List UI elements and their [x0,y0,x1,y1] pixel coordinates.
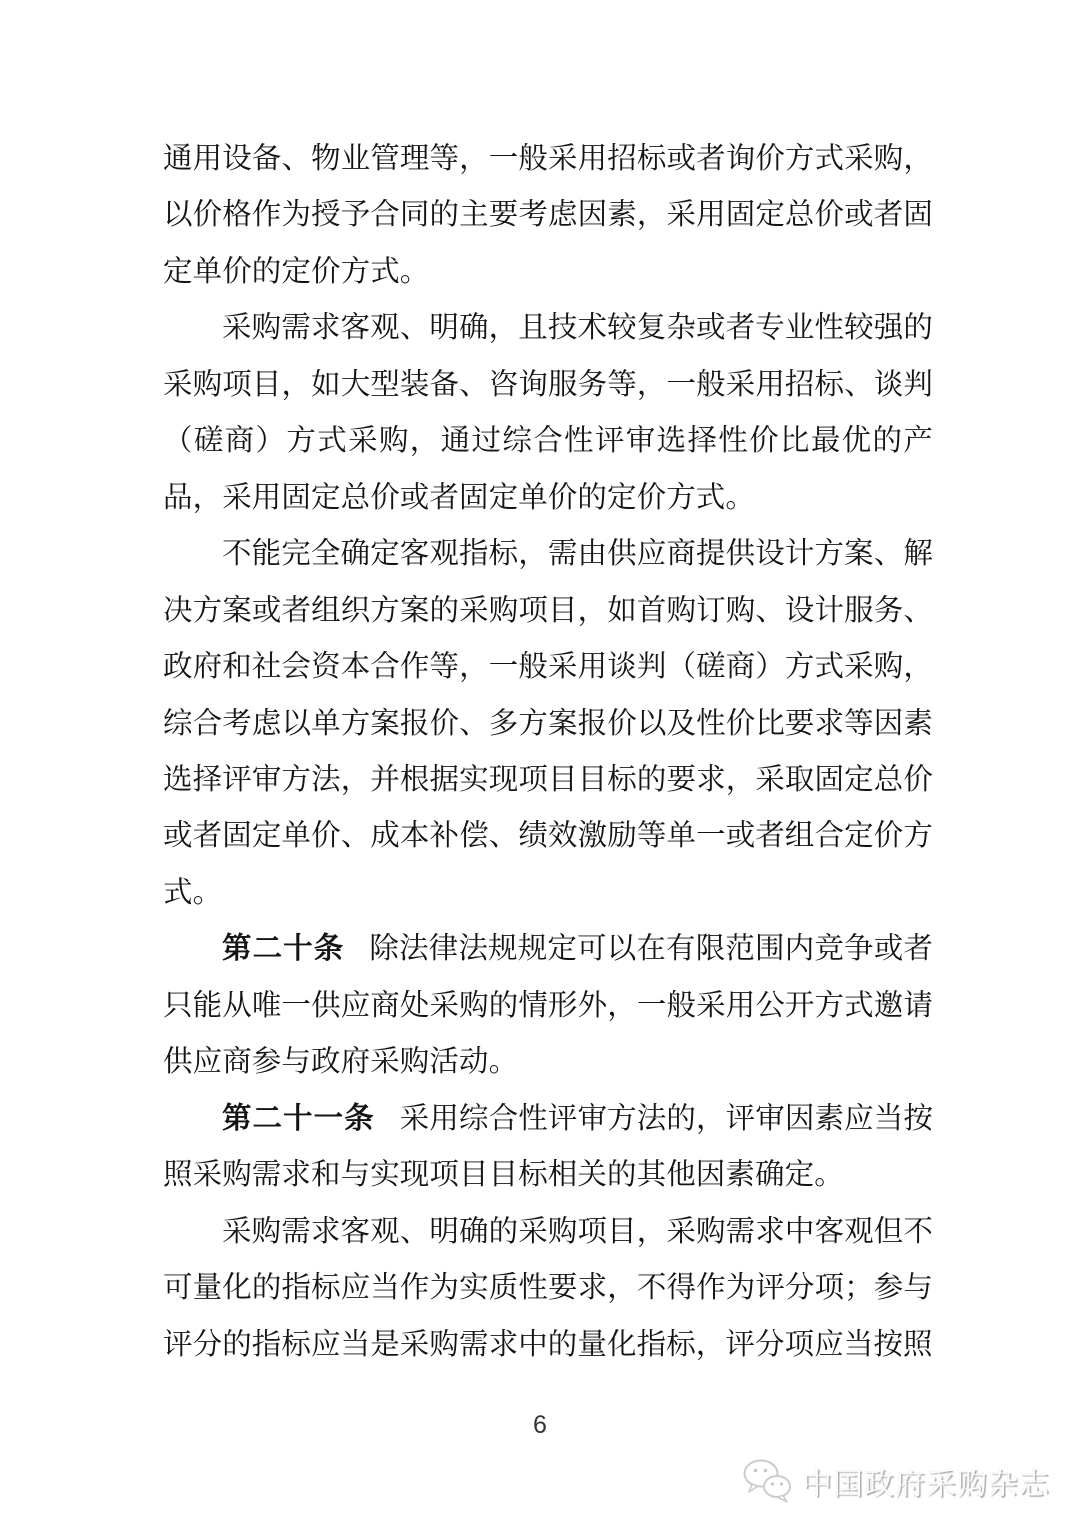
brand-watermark [742,1458,1050,1504]
page-number: 6 [533,1411,547,1439]
brand-label: 中国政府采购杂志 [802,1468,1050,1501]
article-heading: 第二十条 [222,932,345,966]
paragraph-text: 采购需求客观、明确的采购项目，采购需求中客观但不可量化的指标应当作为实质性要求，不得作为评分项；参与评分的指标应当是采购需求中的量化指标，评分项应当按照 [163,1215,933,1361]
paragraph [163,1204,933,1373]
paragraph [163,131,933,300]
wechat-icon [742,1458,794,1504]
paragraph [163,921,933,1090]
paragraph-text: 通用设备、物业管理等，一般采用招标或者询价方式采购，以价格作为授予合同的主要考虑因素，采用固定总价或者固定单价的定价方式。 [163,143,933,288]
paragraph-text: 除法律法规规定可以在有限范围内竞争或者只能从唯一供应商处采购的情形外，一般采用公开方式邀请供应商参与政府采购活动。 [163,933,933,1079]
paragraph [163,1091,933,1204]
article-heading: 第二十一条 [222,1101,375,1135]
paragraph [163,300,933,526]
document-body [163,131,933,1373]
paragraph-text: 采用综合性评审方法的，评审因素应当按照采购需求和与实现项目目标相关的其他因素确定。 [163,1102,933,1192]
paragraph-text: 不能完全确定客观指标，需由供应商提供设计方案、解决方案或者组织方案的采购项目，如首购订购、设计服务、政府和社会资本合作等，一般采用谈判（磋商）方式采购，综合考虑以单方案报价、多方案报价以及性价比要求等因素选择评审方法，并根据实现项目目标的要求，采取固定总价或者固定单价、成本补偿、绩效激励等单一或者组合定价方式。 [163,538,933,909]
paragraph [163,526,933,921]
paragraph-text: 采购需求客观、明确，且技术较复杂或者专业性较强的采购项目，如大型装备、咨询服务等，一般采用招标、谈判（磋商）方式采购，通过综合性评审选择性价比最优的产品，采用固定总价或者固定单价的定价方式。 [163,312,933,514]
